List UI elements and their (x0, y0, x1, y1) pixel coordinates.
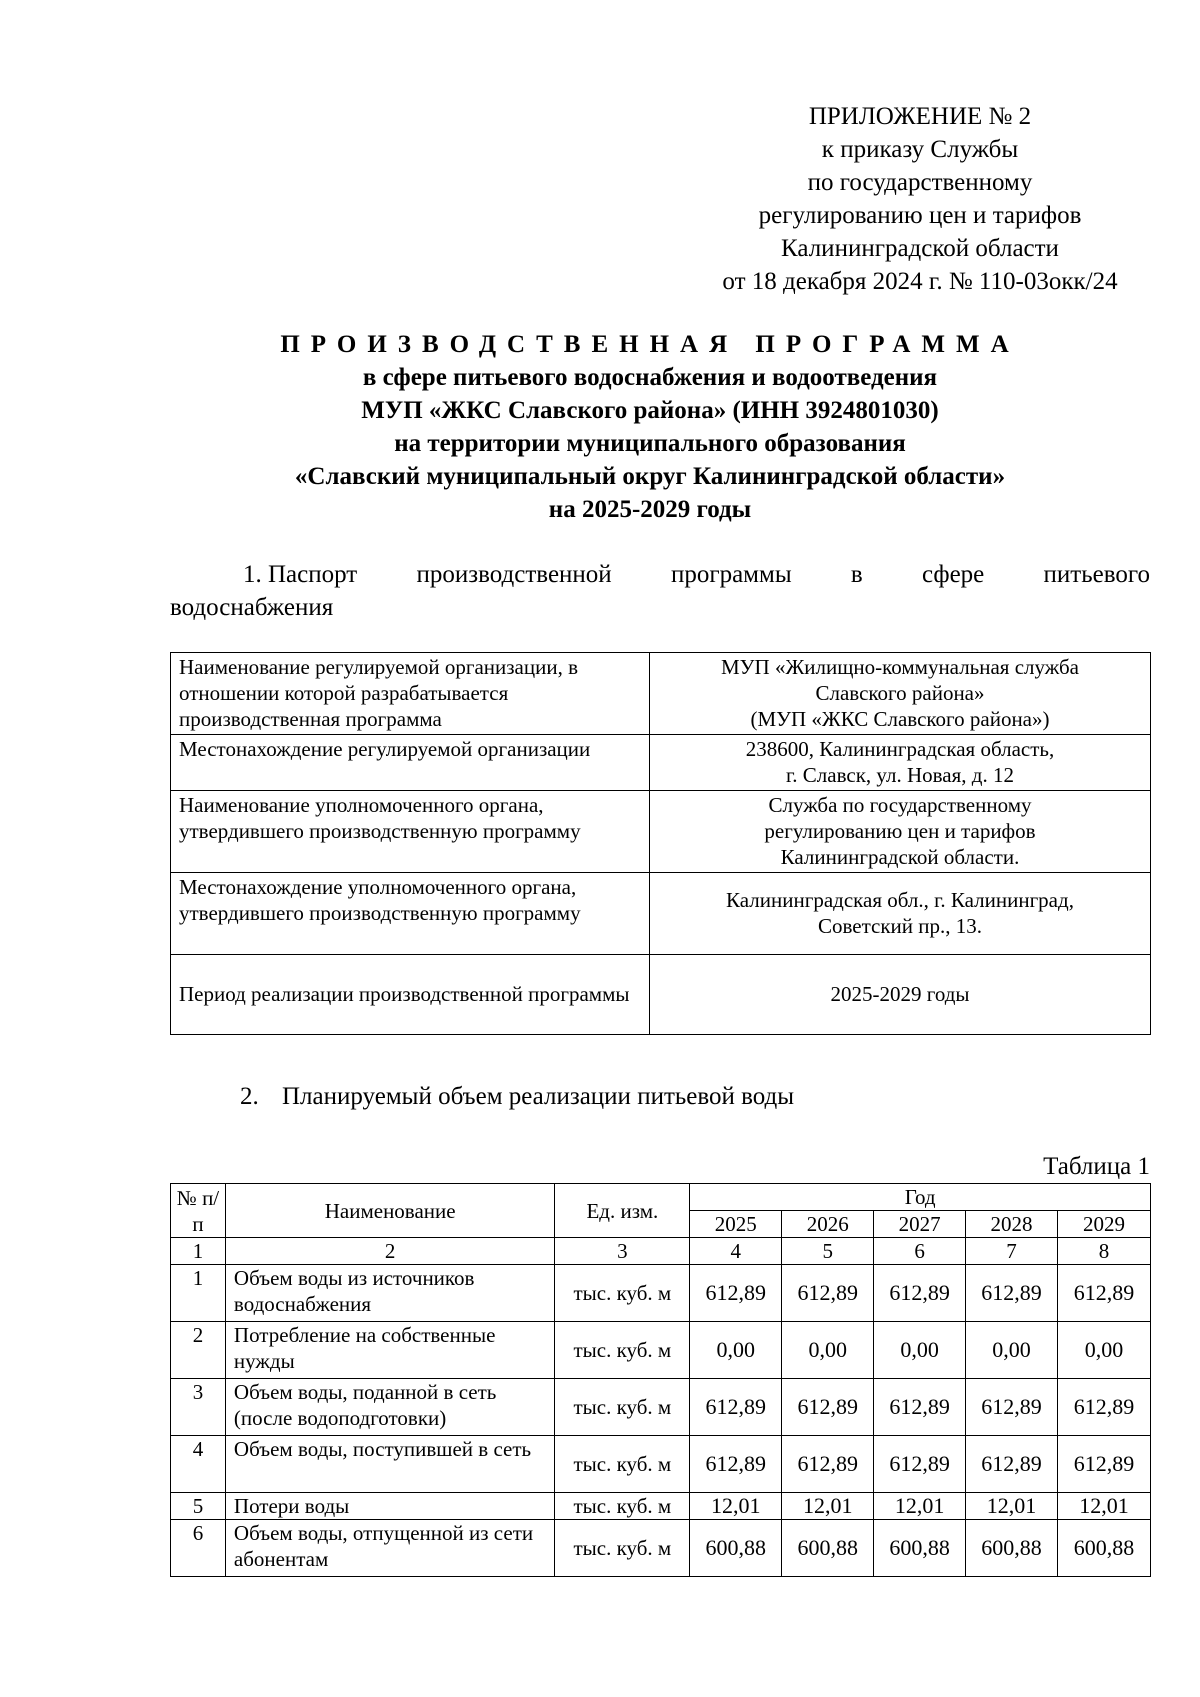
row-value: 12,01 (782, 1493, 874, 1520)
row-name: Потребление на собственные нужды (225, 1322, 554, 1379)
section-2-number: 2. (240, 1083, 259, 1110)
row-unit: тыс. куб. м (555, 1493, 690, 1520)
row-value: 612,89 (782, 1265, 874, 1322)
passport-label: Местонахождение регулируемой организации (171, 735, 650, 791)
section-1-word: 1. Паспорт (243, 561, 358, 588)
table-row (171, 1265, 1151, 1322)
row-value: 12,01 (1058, 1493, 1151, 1520)
row-value: 612,89 (690, 1265, 782, 1322)
title-line: МУП «ЖКС Славского района» (ИНН 3924801030) (361, 397, 939, 424)
table-row (171, 955, 1151, 1035)
header-unit: Ед. изм. (555, 1184, 690, 1238)
index-cell: 5 (782, 1238, 874, 1265)
passport-value-line: (МУП «ЖКС Славского района») (750, 707, 1050, 731)
row-value: 600,88 (966, 1520, 1058, 1577)
section-1-word: производственной (416, 561, 612, 588)
row-value: 0,00 (966, 1322, 1058, 1379)
row-unit: тыс. куб. м (555, 1379, 690, 1436)
row-value: 600,88 (690, 1520, 782, 1577)
row-num: 4 (171, 1436, 226, 1493)
section-2-heading (240, 1080, 1140, 1113)
passport-value-line: регулированию цен и тарифов (764, 819, 1036, 843)
passport-value-line: Славского района» (815, 681, 985, 705)
row-value: 612,89 (782, 1379, 874, 1436)
section-1-word: питьевого (1043, 561, 1150, 588)
row-unit: тыс. куб. м (555, 1520, 690, 1577)
appendix-line: регулированию цен и тарифов (758, 202, 1082, 229)
passport-label: Наименование регулируемой организации, в отношении которой разрабатывается производственная программа (171, 653, 650, 735)
row-value: 12,01 (966, 1493, 1058, 1520)
passport-value (650, 873, 1151, 955)
passport-value-line: 2025-2029 годы (830, 982, 970, 1006)
table-row (171, 791, 1151, 873)
water-volume-table (170, 1183, 1151, 1577)
table-row (171, 1436, 1151, 1493)
row-value: 612,89 (874, 1265, 966, 1322)
row-name: Объем воды, отпущенной из сети абонентам (225, 1520, 554, 1577)
passport-label: Наименование уполномоченного органа, утвердившего производственную программу (171, 791, 650, 873)
row-value: 600,88 (1058, 1520, 1151, 1577)
table-index-row (171, 1238, 1151, 1265)
header-year-group: Год (690, 1184, 1151, 1211)
row-value: 0,00 (1058, 1322, 1151, 1379)
appendix-line: к приказу Службы (821, 136, 1019, 163)
index-cell: 3 (555, 1238, 690, 1265)
title-line: на 2025-2029 годы (548, 496, 752, 523)
row-value: 612,89 (1058, 1436, 1151, 1493)
passport-value (650, 955, 1151, 1035)
section-1-word: программы (670, 561, 792, 588)
index-cell: 2 (225, 1238, 554, 1265)
row-value: 612,89 (874, 1436, 966, 1493)
table-caption: Таблица 1 (1043, 1153, 1150, 1180)
row-value: 612,89 (1058, 1379, 1151, 1436)
header-name: Наименование (225, 1184, 554, 1238)
table-row (171, 653, 1151, 735)
passport-value-line: 238600, Калининградская область, (745, 737, 1055, 761)
appendix-line: по государственному (807, 169, 1033, 196)
row-name: Потери воды (225, 1493, 554, 1520)
row-value: 612,89 (782, 1436, 874, 1493)
row-num: 6 (171, 1520, 226, 1577)
row-unit: тыс. куб. м (555, 1265, 690, 1322)
appendix-line: Калининградской области (781, 235, 1059, 262)
passport-value-line: Калининградской области. (780, 845, 1020, 869)
appendix-title: ПРИЛОЖЕНИЕ № 2 (808, 103, 1032, 130)
section-2-title: Планируемый объем реализации питьевой воды (282, 1083, 795, 1110)
passport-value-line: Служба по государственному (768, 793, 1032, 817)
header-year: 2028 (966, 1211, 1058, 1238)
row-value: 0,00 (874, 1322, 966, 1379)
header-year: 2029 (1058, 1211, 1151, 1238)
row-value: 12,01 (874, 1493, 966, 1520)
row-name: Объем воды, поданной в сеть (после водоподготовки) (225, 1379, 554, 1436)
row-value: 612,89 (1058, 1265, 1151, 1322)
passport-value-line: г. Славск, ул. Новая, д. 12 (786, 763, 1014, 787)
row-value: 0,00 (690, 1322, 782, 1379)
index-cell: 1 (171, 1238, 226, 1265)
header-year: 2025 (690, 1211, 782, 1238)
section-1-heading (170, 558, 1150, 624)
document-title (150, 328, 1150, 526)
title-line: на территории муниципального образования (394, 430, 906, 457)
row-value: 612,89 (874, 1379, 966, 1436)
row-value: 612,89 (690, 1379, 782, 1436)
row-value: 612,89 (966, 1265, 1058, 1322)
row-name: Объем воды, поступившей в сеть (225, 1436, 554, 1493)
row-num: 1 (171, 1265, 226, 1322)
passport-table (170, 652, 1151, 1035)
section-1-continuation: водоснабжения (170, 594, 334, 621)
row-num: 5 (171, 1493, 226, 1520)
title-line: «Славский муниципальный округ Калининградской области» (294, 463, 1006, 490)
row-num: 3 (171, 1379, 226, 1436)
passport-value (650, 735, 1151, 791)
table-row (171, 1379, 1151, 1436)
table-row (171, 873, 1151, 955)
table-row (171, 1493, 1151, 1520)
section-1-word: в (850, 561, 863, 588)
row-value: 0,00 (782, 1322, 874, 1379)
row-value: 12,01 (690, 1493, 782, 1520)
passport-value-line: Калининградская обл., г. Калининград, (726, 888, 1074, 912)
row-value: 612,89 (966, 1379, 1058, 1436)
passport-value-line: МУП «Жилищно-коммунальная служба (721, 655, 1079, 679)
header-num: № п/п (171, 1184, 226, 1238)
section-1-word: сфере (921, 561, 985, 588)
index-cell: 4 (690, 1238, 782, 1265)
table-row (171, 735, 1151, 791)
row-value: 600,88 (874, 1520, 966, 1577)
title-main: ПРОИЗВОДСТВЕННАЯ ПРОГРАММА (280, 331, 1020, 358)
passport-label: Местонахождение уполномоченного органа, утвердившего производственную программу (171, 873, 650, 955)
table-header-row (171, 1184, 1151, 1211)
passport-value (650, 791, 1151, 873)
table-row (171, 1322, 1151, 1379)
row-unit: тыс. куб. м (555, 1436, 690, 1493)
index-cell: 7 (966, 1238, 1058, 1265)
row-num: 2 (171, 1322, 226, 1379)
appendix-order-date: от 18 декабря 2024 г. № 110-03окк/24 (722, 268, 1118, 295)
row-unit: тыс. куб. м (555, 1322, 690, 1379)
row-value: 612,89 (690, 1436, 782, 1493)
passport-label: Период реализации производственной программы (171, 955, 650, 1035)
index-cell: 6 (874, 1238, 966, 1265)
header-year: 2026 (782, 1211, 874, 1238)
title-line: в сфере питьевого водоснабжения и водоотведения (362, 364, 938, 391)
passport-value-line: Советский пр., 13. (817, 914, 983, 938)
row-value: 612,89 (966, 1436, 1058, 1493)
appendix-stamp (600, 100, 1200, 298)
table-row (171, 1520, 1151, 1577)
passport-value (650, 653, 1151, 735)
index-cell: 8 (1058, 1238, 1151, 1265)
row-name: Объем воды из источников водоснабжения (225, 1265, 554, 1322)
row-value: 600,88 (782, 1520, 874, 1577)
header-year: 2027 (874, 1211, 966, 1238)
